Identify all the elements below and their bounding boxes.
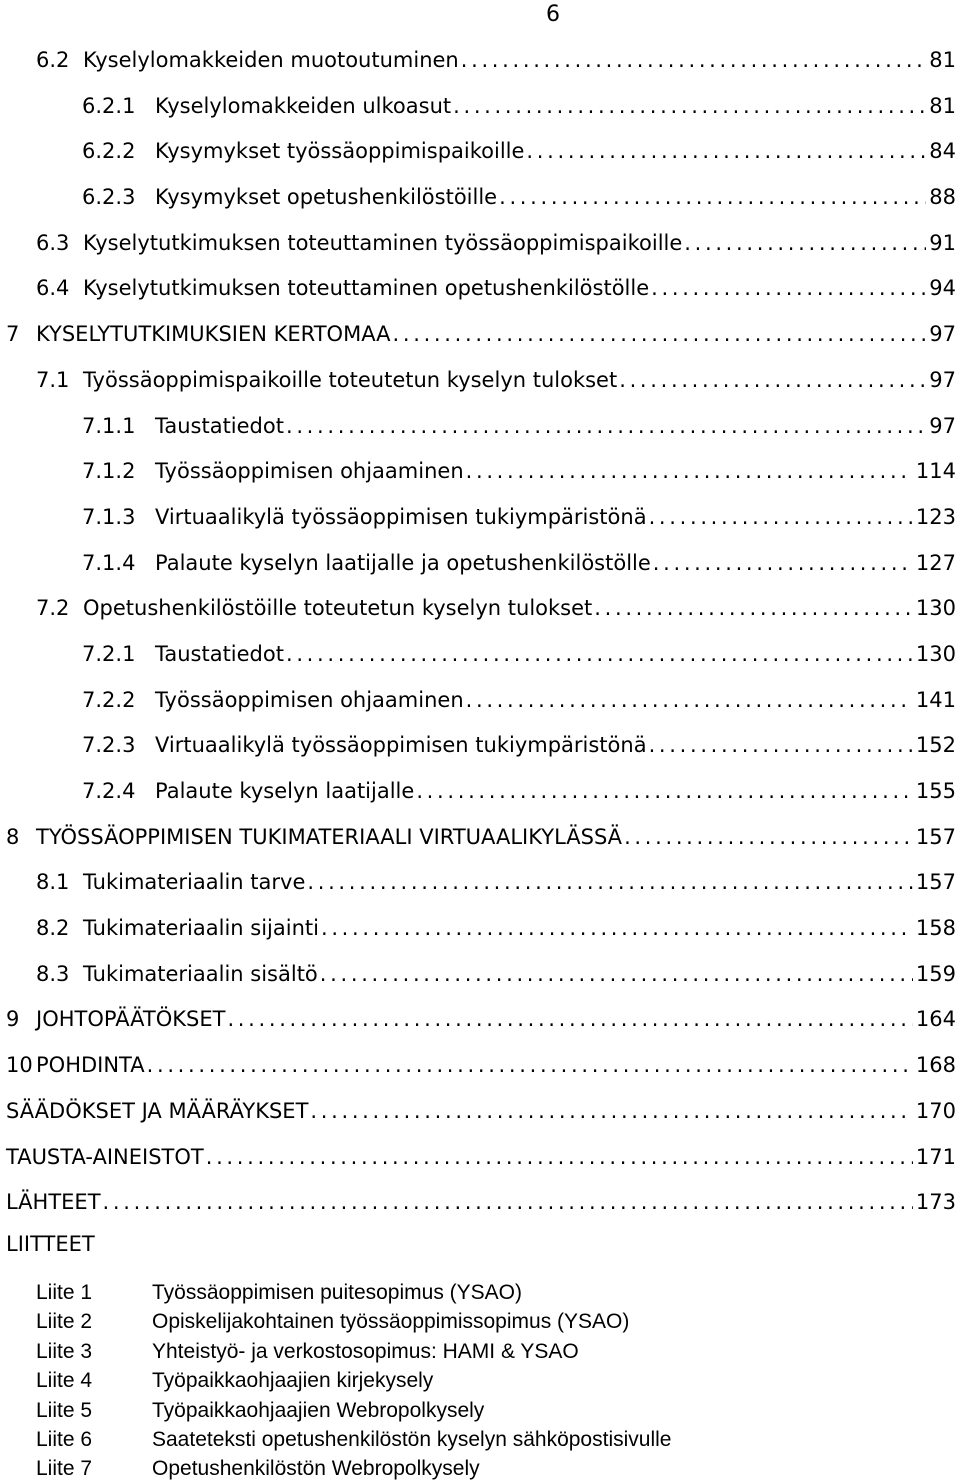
toc-dot-leader (653, 541, 913, 587)
toc-dot-leader (393, 312, 927, 358)
toc-entry-title: Kyselylomakkeiden ulkoasut (155, 93, 452, 118)
toc-entry-number: 7.2.2 (82, 687, 136, 712)
toc-dot-leader (206, 1135, 913, 1181)
toc-entry-page: 171 (915, 1144, 956, 1169)
toc-entry[interactable] (0, 906, 960, 952)
toc-dot-leader (286, 632, 913, 678)
toc-entry-page: 81 (929, 93, 956, 118)
toc-entry-page: 158 (915, 916, 956, 941)
toc-entry-title: Taustatiedot (155, 413, 284, 438)
toc-entry-title: Virtuaalikylä työssäoppimisen tukiympäristönä (155, 733, 647, 758)
toc-entry[interactable] (0, 632, 960, 678)
appendix-title: Opiskelijakohtainen työssäoppimissopimus (YSAO) (152, 1310, 630, 1334)
toc-dot-leader (649, 495, 913, 541)
toc-entry-number: 6.2 (36, 48, 70, 72)
appendix-item (36, 1278, 671, 1307)
toc-entry-page: 127 (915, 550, 956, 575)
toc-entry-page: 159 (915, 961, 956, 986)
appendix-label: Liite 2 (36, 1310, 93, 1334)
toc-entry[interactable] (0, 84, 960, 130)
toc-entry-title: SÄÄDÖKSET JA MÄÄRÄYKSET (6, 1098, 309, 1123)
toc-entry-title: Palaute kyselyn laatijalle ja opetushenkilöstölle (155, 550, 651, 575)
toc-entry[interactable] (0, 586, 960, 632)
toc-entry-number: 7.2.1 (82, 641, 136, 666)
toc-dot-leader (307, 860, 913, 906)
toc-dot-leader (466, 449, 913, 495)
toc-entry-page: 168 (915, 1053, 956, 1078)
toc-dot-leader (453, 84, 926, 130)
toc-entry[interactable] (0, 952, 960, 998)
toc-entry[interactable] (0, 541, 960, 587)
toc-entry-title: Kyselytutkimuksen toteuttaminen opetushenkilöstölle (83, 276, 650, 301)
toc-entry[interactable] (0, 38, 960, 84)
toc-entry-number: 7.1.1 (82, 413, 136, 438)
toc-dot-leader (526, 129, 926, 175)
appendix-title: Yhteistyö- ja verkostosopimus: HAMI & YSAO (152, 1339, 579, 1363)
toc-entry[interactable] (0, 769, 960, 815)
toc-entry[interactable] (0, 1180, 960, 1226)
appendix-title: Opetushenkilöstön Webropolkysely (152, 1457, 480, 1481)
toc-entry[interactable] (0, 175, 960, 221)
toc-entry-page: 88 (929, 185, 956, 210)
toc-dot-leader (649, 723, 913, 769)
toc-entry[interactable] (0, 404, 960, 450)
appendix-list (36, 1278, 671, 1484)
toc-entry-number: 6.4 (36, 276, 70, 301)
toc-dot-leader (651, 266, 926, 312)
toc-dot-leader (594, 586, 913, 632)
toc-entry-title: Työssäoppimisen ohjaaminen (155, 687, 464, 712)
toc-dot-leader (684, 221, 926, 267)
toc-entry-page: 97 (929, 367, 956, 392)
appendix-item (36, 1396, 671, 1425)
appendix-item (36, 1337, 671, 1366)
toc-entry-number: 8 (6, 824, 20, 849)
toc-entry-page: 97 (929, 413, 956, 438)
toc-entry-title: Virtuaalikylä työssäoppimisen tukiympäristönä (155, 504, 647, 529)
toc-dot-leader (624, 815, 913, 861)
toc-entry-number: 7 (6, 322, 20, 347)
appendix-item (36, 1366, 671, 1395)
toc-entry-page: 173 (915, 1190, 956, 1215)
appendix-label: Liite 5 (36, 1398, 93, 1422)
toc-entry-number: 7.1.2 (82, 459, 136, 484)
toc-entry-title: Opetushenkilöstöille toteutetun kyselyn tulokset (83, 596, 593, 621)
toc-entry-title: JOHTOPÄÄTÖKSET (36, 1007, 226, 1032)
toc-entry-title: Tukimateriaalin sisältö (83, 961, 318, 986)
toc-dot-leader (619, 358, 926, 404)
toc-entry-page: 155 (915, 779, 956, 803)
toc-entry-title: KYSELYTUTKIMUKSIEN KERTOMAA (36, 322, 391, 347)
appendix-title: Työpaikkaohjaajien Webropolkysely (152, 1398, 485, 1422)
toc-entry-title: Työssäoppimispaikoille toteutetun kyselyn tulokset (83, 367, 618, 392)
toc-entry[interactable] (0, 312, 960, 358)
toc-entry-title: Palaute kyselyn laatijalle (155, 779, 415, 803)
appendix-item (36, 1307, 671, 1336)
toc-entry[interactable] (0, 1089, 960, 1135)
toc-entry-title: LÄHTEET (6, 1190, 101, 1215)
toc-entry[interactable] (0, 997, 960, 1043)
toc-entry[interactable] (0, 860, 960, 906)
toc-entry-page: 157 (915, 870, 956, 895)
toc-entry-number: 7.1.4 (82, 550, 136, 575)
appendix-label: Liite 1 (36, 1281, 93, 1304)
toc-entry[interactable] (0, 129, 960, 175)
toc-entry-page: 81 (929, 48, 956, 72)
toc-entry-page: 91 (929, 230, 956, 255)
toc-entry-page: 130 (915, 641, 956, 666)
toc-entry[interactable] (0, 1135, 960, 1181)
toc-entry-page: 94 (929, 276, 956, 301)
toc-entry-number: 7.2 (36, 596, 70, 621)
toc-dot-leader (466, 678, 913, 724)
toc-entry-title: Työssäoppimisen ohjaaminen (155, 459, 464, 484)
toc-entry-number: 10 (6, 1053, 33, 1078)
appendix-item (36, 1425, 671, 1454)
toc-entry-number: 8.2 (36, 916, 70, 941)
toc-entry[interactable] (0, 815, 960, 861)
toc-entry[interactable] (0, 266, 960, 312)
toc-entry[interactable] (0, 449, 960, 495)
appendix-label: Liite 7 (36, 1457, 93, 1481)
toc-dot-leader (286, 404, 926, 450)
appendix-title: Työpaikkaohjaajien kirjekysely (152, 1369, 434, 1393)
toc-entry-title: Taustatiedot (155, 641, 284, 666)
toc-entry-number: 6.3 (36, 230, 70, 255)
toc-dot-leader (103, 1180, 913, 1226)
toc-entry-number: 7.1 (36, 367, 70, 392)
toc-entry-number: 8.3 (36, 961, 70, 986)
toc-entry-title: TYÖSSÄOPPIMISEN TUKIMATERIAALI VIRTUAALIKYLÄSSÄ (36, 824, 623, 849)
toc-entry[interactable] (0, 358, 960, 404)
toc-entry-title: TAUSTA-AINEISTOT (6, 1144, 204, 1169)
toc-entry-page: 141 (915, 687, 956, 712)
toc-entry-page: 157 (915, 824, 956, 849)
toc-entry-number: 6.2.1 (82, 93, 136, 118)
toc-entry-number: 7.2.4 (82, 779, 136, 803)
toc-entry-page: 130 (915, 596, 956, 621)
toc-entry-title: Kysymykset opetushenkilöstöille (155, 185, 498, 210)
toc-entry[interactable] (0, 1043, 960, 1089)
toc-entry-title: Kysymykset työssäoppimispaikoille (155, 139, 525, 164)
appendix-title: Työssäoppimisen puitesopimus (YSAO) (152, 1281, 522, 1304)
toc-entry[interactable] (0, 678, 960, 724)
toc-entry[interactable] (0, 495, 960, 541)
toc-entry-title: Tukimateriaalin sijainti (83, 916, 319, 941)
toc-dot-leader (416, 769, 913, 815)
toc-entry-title: Kyselylomakkeiden muotoutuminen (83, 48, 459, 72)
toc-entry-number: 6.2.3 (82, 185, 136, 210)
toc-entry[interactable] (0, 221, 960, 267)
toc-entry-page: 170 (915, 1098, 956, 1123)
toc-entry-title: Kyselytutkimuksen toteuttaminen työssäoppimispaikoille (83, 230, 683, 255)
appendix-label: Liite 6 (36, 1427, 93, 1451)
toc-entry-title: Tukimateriaalin tarve (83, 870, 306, 895)
toc-dot-leader (499, 175, 926, 221)
toc-entry-number: 6.2.2 (82, 139, 136, 164)
toc-entry[interactable] (0, 723, 960, 769)
appendix-label: Liite 4 (36, 1369, 93, 1393)
toc-entry-page: 84 (929, 139, 956, 164)
toc-dot-leader (310, 1089, 912, 1135)
toc-entry-title: POHDINTA (36, 1053, 145, 1078)
appendix-title: Saateteksti opetushenkilöstön kyselyn sähköpostisivulle (152, 1427, 672, 1451)
toc-entry-number: 8.1 (36, 870, 70, 895)
toc-entry-number: 7.1.3 (82, 504, 136, 529)
page-number: 6 (546, 2, 560, 27)
toc-dot-leader (320, 952, 913, 998)
toc-entry-page: 152 (915, 733, 956, 758)
toc-entry-page: 97 (929, 322, 956, 347)
table-of-contents (0, 38, 960, 1226)
toc-entry-page: 164 (915, 1007, 956, 1032)
appendix-item (36, 1454, 671, 1483)
toc-dot-leader (227, 997, 912, 1043)
toc-entry-page: 114 (915, 459, 956, 484)
appendix-label: Liite 3 (36, 1339, 93, 1363)
toc-entry-page: 123 (915, 504, 956, 529)
toc-entry-number: 9 (6, 1007, 20, 1032)
toc-dot-leader (147, 1043, 913, 1089)
toc-dot-leader (321, 906, 913, 952)
appendices-heading: LIITTEET (6, 1232, 95, 1256)
toc-dot-leader (461, 38, 927, 84)
toc-entry-number: 7.2.3 (82, 733, 136, 758)
